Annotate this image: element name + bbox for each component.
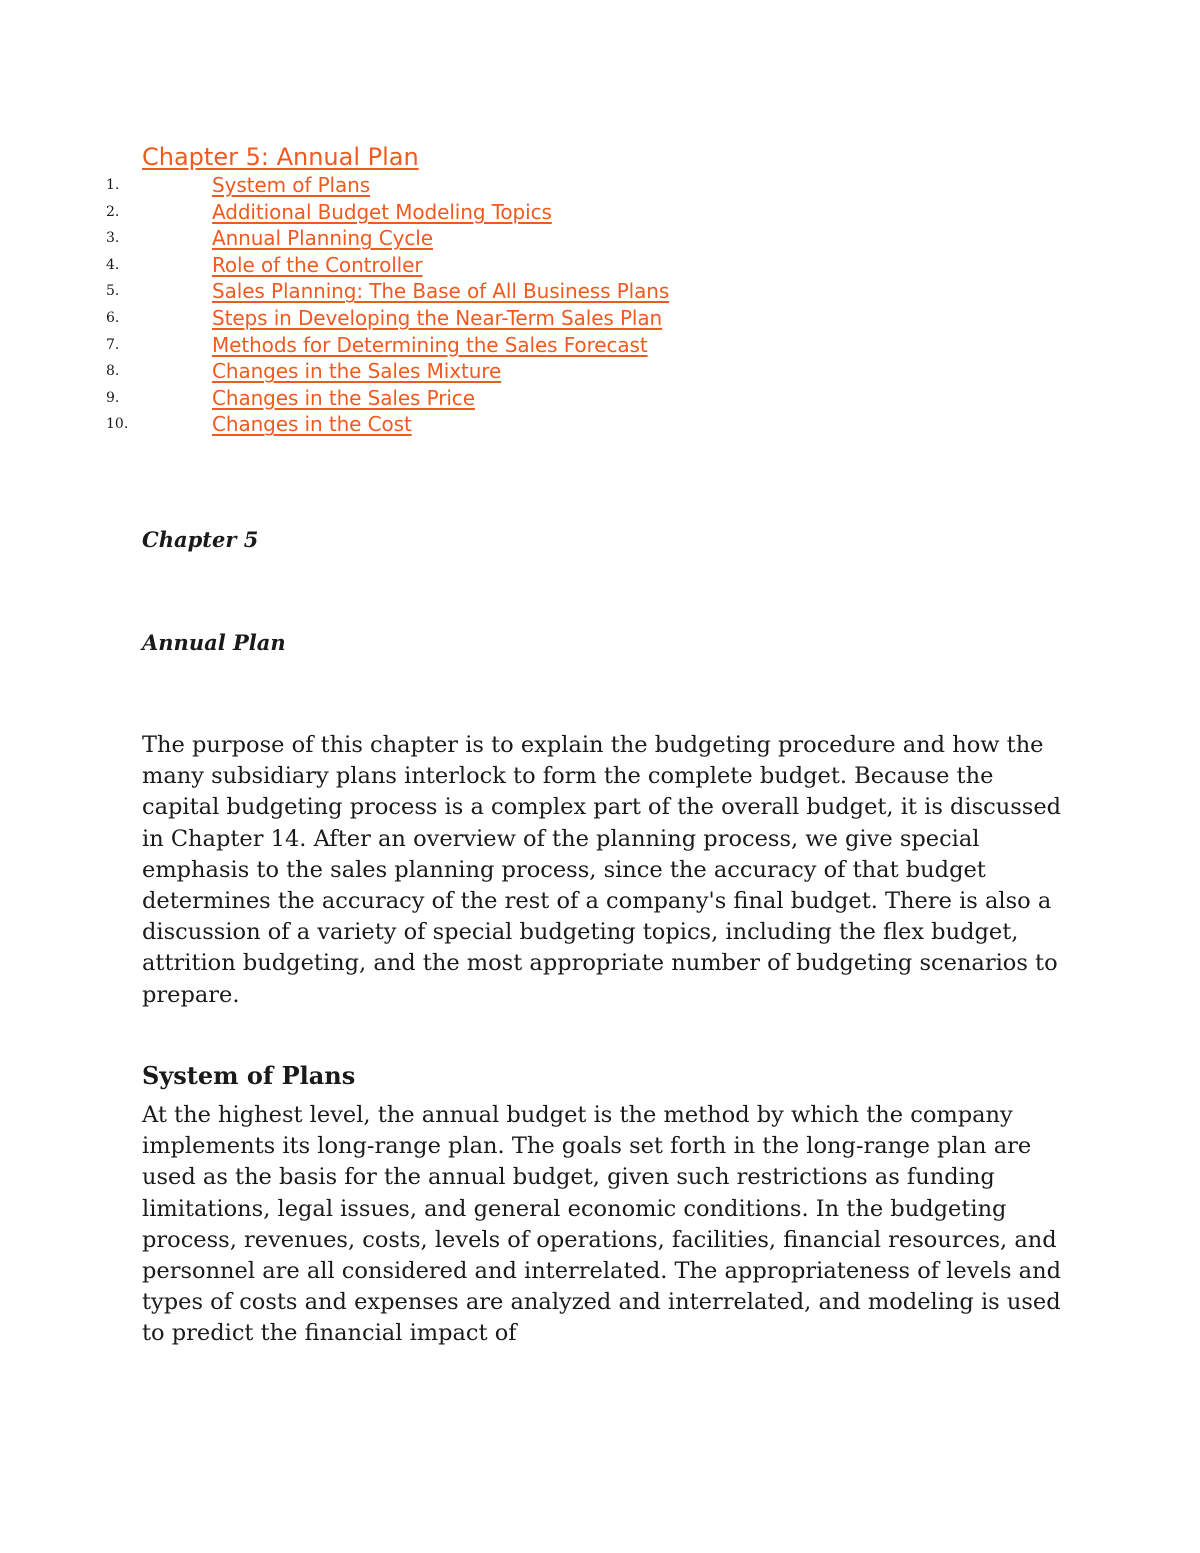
toc-item-number: 2. xyxy=(106,203,120,220)
toc-item xyxy=(0,411,900,438)
toc-item-number: 5. xyxy=(106,283,120,300)
toc-link-role-of-controller[interactable]: Role of the Controller xyxy=(212,252,423,277)
toc-link-near-term-sales-plan[interactable]: Steps in Developing the Near-Term Sales Plan xyxy=(212,305,663,330)
toc-item xyxy=(0,199,900,226)
toc-item-number: 9. xyxy=(106,389,120,406)
toc-link-changes-in-cost[interactable]: Changes in the Cost xyxy=(212,412,412,437)
toc-item xyxy=(0,305,900,332)
intro-paragraph: The purpose of this chapter is to explain the budgeting procedure and how the many subsidiary plans interlock to form the complete budget. Because the capital budgeting process is a complex part of the overall budget, it is discussed in Chapter 14. After an overview of the planning process, we give special emphasis to the sales planning process, since the accuracy of that budget determines the accuracy of the rest of a company's final budget. There is also a discussion of a variety of special budgeting topics, including the flex budget, attrition budgeting, and the most appropriate number of budgeting scenarios to prepare. xyxy=(142,732,1062,1008)
toc-item xyxy=(0,252,900,279)
toc-item-number: 10. xyxy=(106,416,129,433)
chapter-label: Chapter 5 xyxy=(142,527,259,552)
toc-item xyxy=(0,358,900,385)
toc-link-additional-budget-modeling[interactable]: Additional Budget Modeling Topics xyxy=(212,199,552,224)
toc-list xyxy=(0,172,900,438)
toc-link-sales-forecast-methods[interactable]: Methods for Determining the Sales Forecast xyxy=(212,332,648,357)
toc-item-number: 4. xyxy=(106,256,120,273)
toc-link-sales-planning[interactable]: Sales Planning: The Base of All Business Plans xyxy=(212,279,670,304)
system-of-plans-paragraph: At the highest level, the annual budget is the method by which the company implements its long-range plan. The goals set forth in the long-range plan are used as the basis for the annual budget, given such restrictions as funding limitations, legal issues, and general economic conditions. In the budgeting process, revenues, costs, levels of operations, facilities, financial resources, and personnel are all considered and interrelated. The appropriateness of levels and types of costs and expenses are analyzed and interrelated, and modeling is used to predict the financial impact of xyxy=(142,1102,1061,1347)
chapter-name: Annual Plan xyxy=(142,630,286,655)
toc-item-number: 1. xyxy=(106,177,120,193)
toc-item-number: 8. xyxy=(106,363,120,380)
toc-link-system-of-plans[interactable]: System of Plans xyxy=(212,173,371,197)
section-heading-system-of-plans: System of Plans xyxy=(142,1061,356,1090)
toc-title[interactable]: Chapter 5: Annual Plan xyxy=(142,143,419,171)
toc-item-number: 3. xyxy=(106,230,120,247)
toc-item xyxy=(0,225,900,252)
toc-item xyxy=(0,172,900,199)
toc-link-annual-planning-cycle[interactable]: Annual Planning Cycle xyxy=(212,226,433,251)
toc-item xyxy=(0,385,900,412)
toc-item-number: 7. xyxy=(106,336,120,353)
toc-link-sales-price[interactable]: Changes in the Sales Price xyxy=(212,385,475,410)
toc-link-sales-mixture[interactable]: Changes in the Sales Mixture xyxy=(212,359,502,384)
toc-item xyxy=(0,278,900,305)
toc-item xyxy=(0,332,900,359)
toc-item-number: 6. xyxy=(106,309,120,326)
